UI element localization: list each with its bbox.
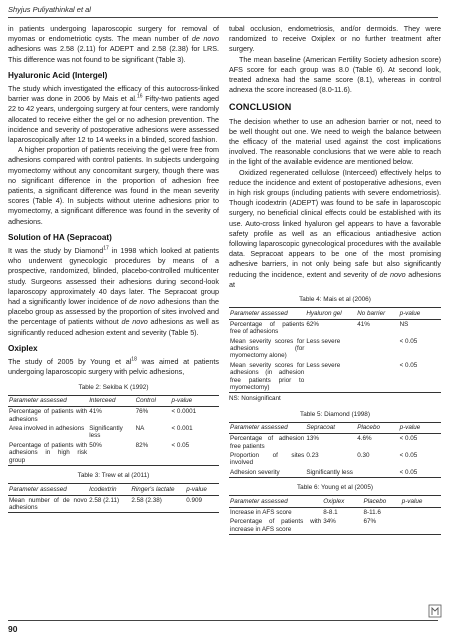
column-header: Parameter assessed [8, 395, 88, 406]
table-cell [401, 517, 441, 534]
table-row [229, 468, 441, 478]
table-row [229, 451, 441, 468]
table-cell: Mean severity scores for adhesions (for myomectomy alone) [230, 337, 305, 360]
text-span: in patients undergoing laparoscopic surgery for removal of myomas or endometriotic cysts. The mean number of [8, 24, 219, 44]
right-column [229, 24, 441, 535]
text-span: Oxidized regenerated cellulose (Interceed) effectively helps to reduce the incidence and extent of postoperative adhesions, even in high risk groups (including patients with severe endometriosis). Though icodextrin (ADEPT) was found to be safe in laparoscopic surgery, no beneficial clinical effects could be established with its use. Auto-cross linked hyaluron gel appears to have a favorable safety profile as well as an efficacious antiadhesive action following laparoscopic gynecological procedures with the available data. Sepracoat appears to be one of the most promising adhesive barriers, in not only being safe but also significantly reducing the incidence, extent and severity of [229, 167, 441, 279]
table-row [8, 495, 219, 513]
column-header: p-value [185, 484, 219, 495]
column-header: p-value [170, 395, 219, 406]
text-span: adhesions at [229, 269, 442, 289]
table-header-row [229, 496, 441, 507]
table-row [229, 337, 441, 361]
text-span: adhesions as well as significantly reduced adhesion extent and severity (Table 5). [8, 317, 220, 337]
table-cell: 8-11.6 [363, 508, 381, 516]
paragraph [229, 168, 441, 290]
reference-superscript: 18 [131, 356, 137, 363]
column-header: p-value [399, 308, 441, 319]
column-header: Parameter assessed [8, 484, 88, 495]
column-header: Oxiplex [322, 496, 362, 507]
table-row [8, 441, 219, 466]
left-column [8, 24, 219, 513]
table-caption: Table 6: Young et al (2005) [296, 484, 374, 492]
table-row [229, 517, 441, 534]
table-diamond [229, 422, 441, 478]
paragraph [8, 24, 219, 65]
table-cell: 67% [363, 517, 401, 534]
table-young [229, 495, 441, 535]
column-header: Control [135, 395, 171, 406]
table-cell: 82% [135, 441, 171, 466]
table-cell: < 0.05 [399, 451, 418, 459]
table-cell: NA [135, 424, 145, 432]
table-cell: 76% [135, 408, 149, 416]
column-header: Placebo [363, 496, 401, 507]
table-cell: Increase in AFS score [230, 508, 292, 516]
paragraph [8, 357, 219, 377]
table-cell: 50% [88, 441, 134, 466]
table-cell: Percentage of patients free of adhesions [230, 320, 305, 336]
reference-superscript: 16 [137, 93, 143, 100]
table-cell: < 0.001 [171, 424, 193, 432]
table-footnote: NS: Nonsignificant [229, 395, 281, 403]
table-cell: 13% [306, 435, 319, 443]
italic-text: de novo [121, 317, 148, 327]
table-cell: 2.58 (2.38) [130, 495, 185, 513]
column-header: Placebo [356, 422, 398, 433]
table-cell: 0.23 [306, 451, 319, 459]
table-trew [8, 483, 219, 513]
paragraph: tubal occlusion, endometriosis, and/or dermoids. They were randomized to receive Oxiplex or no further treatment after surgery. [229, 24, 441, 54]
table-header-row [229, 308, 441, 319]
table-cell: 41% [357, 320, 370, 328]
table-cell: Percentage of patients with adhesions in high risk group [9, 441, 88, 464]
table-cell [356, 361, 398, 393]
table-row [229, 507, 441, 517]
table-cell: Less severe [306, 337, 341, 345]
italic-text: de novo [379, 269, 406, 279]
table-cell: Significantly less [89, 424, 123, 440]
table-header-row [229, 422, 441, 433]
section-heading-conclusion: CONCLUSION [229, 102, 292, 113]
table-cell: 62% [306, 320, 319, 328]
table-cell: < 0.05 [170, 441, 219, 466]
column-header: No barrier [356, 308, 398, 319]
table-cell: Adhesion severity [229, 468, 305, 478]
table-cell: Proportion of sites involved [230, 451, 305, 467]
table-cell: 4.6% [357, 435, 372, 443]
paragraph: The decision whether to use an adhesion barrier or not, need to be well thought out one. We need to weigh the balance between the efficacy of the material used against the cost implications involved. The reasonable conclusions that we were able to reach in the light of the available evidence are mentioned below. [229, 116, 441, 167]
text-span: The study which investigated the efficacy of this autocross-linked barrier was done in 2006 by Mais et al. [8, 84, 219, 104]
paragraph [8, 246, 219, 338]
column-header: Ringer's lactate [130, 484, 185, 495]
paragraph: A higher proportion of patients receiving the gel were free from adhesions compared with control patients. In subjects undergoing myomectomy without any concomitant surgery, though there was no significant difference in the proportion of adhesion free patients, a significant difference was found in the mean severity scores (Table 4). In subjects without uterine adhesions prior to myomectomy, a significant difference was found in the severity of adhesions. [8, 145, 219, 226]
italic-text: de novo [191, 34, 219, 44]
table-cell: < 0.05 [399, 361, 441, 393]
column-header: Parameter assessed [229, 422, 305, 433]
table-cell: NS [399, 320, 409, 328]
paragraph [8, 84, 219, 145]
table-cell: Percentage of patients with increase in AFS score [230, 518, 322, 533]
column-header: Interceed [88, 395, 134, 406]
table-caption: Table 3: Trew et al (2011) [77, 471, 150, 479]
table-cell [401, 507, 441, 517]
table-row [8, 407, 219, 424]
section-heading-intergel: Hyaluronic Acid (Intergel) [8, 70, 108, 80]
table-cell: Less severe [305, 361, 356, 393]
text-span: The study of 2005 by Young et al [8, 357, 132, 367]
text-span: in 1998 which looked at patients who underwent gynecologic procedures by means of a prospective, randomized, blinded, placebo-controlled multicenter study. Surgeons assessed their adhesions during second-look laparoscopy approximately 40 days later. The Sepracoat group had a significantly lower incidence of [8, 246, 219, 307]
table-caption: Table 2: Sekiba K (1992) [78, 383, 149, 391]
text-span: adhesions was 2.58 (2.11) for ADEPT and 2.58 (2.38) for LRS. This difference was not found to be significant (Table 3). [8, 44, 219, 64]
table-row [8, 424, 219, 441]
column-header: Parameter assessed [229, 308, 305, 319]
table-row [229, 361, 441, 393]
text-span: adhesions than the placebo group as assessed by the proportion of sites involved and the percentage of patients without [8, 297, 219, 327]
text-span: was aimed at patients undergoing laparoscopic surgery with pelvic adhesions, [8, 357, 219, 377]
table-cell: 0.909 [185, 495, 219, 513]
table-cell [356, 337, 398, 361]
table-header-row [8, 484, 219, 495]
table-cell: Percentage of adhesion free patients [230, 435, 305, 450]
text-span: It was the study by Diamond [8, 246, 104, 256]
running-header-author: Shyjus Puliyathinkal et al [8, 5, 91, 14]
table-cell: < 0.05 [399, 337, 418, 345]
page-number: 90 [8, 624, 18, 634]
table-cell: Area involved in adhesions [9, 424, 85, 432]
italic-text: de novo [129, 297, 156, 307]
section-heading-oxiplex: Oxiplex [8, 343, 38, 353]
column-header: Sepracoat [305, 422, 356, 433]
table-cell: 2.58 (2.11) [88, 495, 130, 513]
table-cell: Percentage of patients with adhesions [9, 408, 88, 423]
reference-superscript: 17 [103, 245, 109, 252]
table-cell: 0.30 [357, 451, 370, 459]
table-cell [356, 468, 398, 478]
table-cell: 8-8.1 [323, 508, 338, 516]
table-caption: Table 4: Mais et al (2006) [299, 296, 371, 304]
publisher-logo-icon [428, 604, 442, 618]
column-header: p-value [401, 496, 441, 507]
table-mais [229, 307, 441, 393]
section-heading-sepracoat: Solution of HA (Sepracoat) [8, 232, 112, 242]
table-cell: < 0.05 [399, 468, 441, 478]
table-cell: 34% [322, 517, 362, 534]
table-row [229, 434, 441, 451]
table-cell: < 0.0001 [171, 408, 197, 416]
header-rule [8, 17, 438, 18]
table-cell: Mean number of de novo adhesions [9, 496, 88, 511]
paragraph: The mean baseline (American Fertility Society adhesion score) AFS score for each group was 8.0 (Table 6). At second look, treated adnexa had the same score (8.1), whereas in control adnexa the score increased (8.0-11.6). [229, 54, 441, 95]
table-sekiba [8, 395, 219, 466]
table-header-row [8, 395, 219, 406]
column-header: Icodextrin [88, 484, 130, 495]
table-cell: < 0.05 [399, 435, 418, 443]
table-cell: Mean severity scores for adhesions (in adhesion free patients prior to myomectomy) [230, 361, 305, 391]
column-header: Parameter assessed [229, 496, 322, 507]
text-span: Fifty-two patients aged 22 to 42 years, undergoing surgery at four centers, were randomly allocated to receive either the gel or no adhesion prevention. The incidence and severity of postoperative adhesions were assessed laparoscopically after 12 to 14 weeks in a blinded, scored fashion. [8, 94, 219, 145]
table-cell: 41% [89, 408, 102, 416]
table-caption: Table 5: Diamond (1998) [300, 410, 370, 418]
table-cell: Significantly less [305, 468, 356, 478]
column-header: p-value [399, 422, 441, 433]
table-row [229, 319, 441, 336]
footer-rule [8, 620, 438, 621]
column-header: Hyaluron gel [305, 308, 356, 319]
